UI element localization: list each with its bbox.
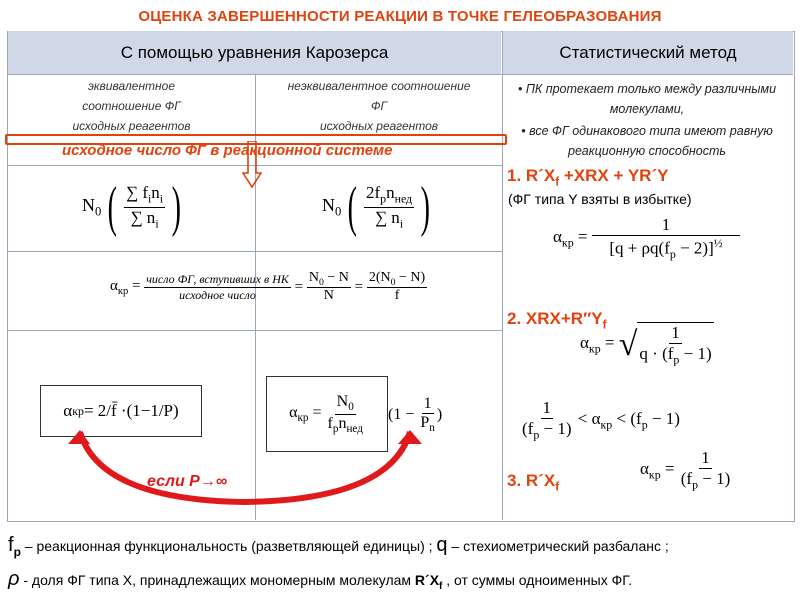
header-statistical <box>503 31 793 74</box>
down-arrow-icon <box>242 141 262 189</box>
alpha-nonequiv-box: $\alpha_{кр}$ = $\frac{N_0}{f_pn_{нед}}$ <box>266 376 388 452</box>
alpha-definition-formula: $\alpha_{кр}$ = $\frac{\text{число ФГ, вступивших в НК}}{\text{исходное число}}$ = $\frac{N_0 - N}{N}$ = $\frac{2(N_0 - N)}{f}$ <box>110 269 426 304</box>
footer-text: , от суммы одноименных ФГ. <box>442 572 633 588</box>
header-carothers-label: С помощью уравнения Карозерса <box>120 42 389 62</box>
case3-heading <box>507 471 559 493</box>
divider <box>7 251 502 252</box>
page-title: ОЦЕНКА ЗАВЕРШЕННОСТИ РЕАКЦИИ В ТОЧКЕ ГЕЛЕОБРАЗОВАНИЯ <box>138 8 662 25</box>
case2-prefix: 2. <box>507 309 526 328</box>
stat-bullet: • все ФГ одинакового типа имеют равную реакционную способность <box>521 124 773 158</box>
if-p-infinity-label: если P→∞ <box>147 473 228 490</box>
footer-molecule <box>414 572 443 592</box>
divider <box>502 31 503 520</box>
case1-heading <box>507 166 668 188</box>
alpha-num-text: число ФГ, вступивших в НК <box>146 271 289 286</box>
footer-line-1 <box>8 534 669 559</box>
divider <box>7 74 793 75</box>
case1-note: (ФГ типа Y взяты в избытке) <box>508 191 692 207</box>
case3-sub: f <box>555 479 560 494</box>
fp-sub: p <box>13 545 21 559</box>
n0-nonequiv-formula: $N_0$ ( $\frac{2f_pn_{нед}}{\sum n_i}$ ) <box>322 176 431 238</box>
case2-sub: f <box>602 317 607 332</box>
footer-text: - доля ФГ типа X, принадлежащих мономерным молекулам <box>19 572 415 588</box>
footer-mol-sub: f <box>439 580 443 592</box>
nonequiv-line: ФГ <box>370 99 388 113</box>
equiv-line: эквивалентное <box>87 79 176 93</box>
nonequiv-line: неэквивалентное соотношение <box>287 79 471 93</box>
alpha-equiv-box: α кр = 2/f̄ ·(1−1/P) <box>40 385 202 437</box>
case1-mol: R´X <box>525 166 556 185</box>
case1-prefix: 1. <box>507 166 526 185</box>
case1-formula: $\alpha_{кр}$ = $\frac{1}{[q + \rho q(f_p - 2)]^{\frac{1}{2}}}$ <box>553 215 740 262</box>
case3-prefix: 3. <box>507 471 526 490</box>
stat-bullets <box>506 79 788 161</box>
alpha-den-text: исходное число <box>179 287 256 302</box>
footer-text: – реакционная функциональность (разветвляющей единицы) ; <box>20 538 437 554</box>
stat-bullet-text: все ФГ одинакового типа имеют равную реакционную способность <box>529 124 773 158</box>
n0-equiv-formula: $N_0$ ( $\frac{\sum f_in_i}{\sum n_i}$ ) <box>82 176 182 238</box>
curved-arrow-icon <box>60 430 430 510</box>
case2-formula: $\alpha_{кр}$ = √ $\frac{1}{q \cdot (f_p - 1)}$ <box>580 323 712 367</box>
fp-symbol <box>8 534 21 559</box>
footer-mol: R´X <box>414 572 440 588</box>
header-carothers <box>8 31 501 74</box>
footer-text: – стехиометрический разбаланс ; <box>447 538 669 554</box>
stat-bullet: • ПК протекает только между различными молекулами, <box>517 82 777 116</box>
stat-bullet-text: ПК протекает только между различными молекулами, <box>525 82 777 116</box>
fp-sym: f <box>8 534 14 556</box>
q-symbol: q <box>436 534 448 556</box>
case2-inequality: $\frac{1}{(f_p - 1)}$ < $\alpha_{кр} < (f_p - 1)$ <box>522 398 680 442</box>
equiv-line: исходных реагентов <box>72 119 191 133</box>
case1-rest: +XRX + YR´Y <box>559 166 669 185</box>
initial-fg-label: исходное число ФГ в реакционной системе <box>62 142 393 159</box>
divider <box>7 330 502 331</box>
nonequiv-ratio-text <box>256 76 502 136</box>
case3-mol: R´X <box>525 471 556 490</box>
equiv-line: соотношение ФГ <box>82 99 181 113</box>
equiv-ratio-text <box>8 76 255 136</box>
case3-formula: $\alpha_{кр}$ = $\frac{1}{(f_p - 1)}$ <box>640 448 731 492</box>
footer-line-2 <box>8 568 632 592</box>
case1-sub: f <box>555 174 560 189</box>
header-statistical-label: Статистический метод <box>559 42 737 62</box>
nonequiv-line: исходных реагентов <box>319 119 439 133</box>
case2-mol: XRX+R″Y <box>525 309 603 328</box>
rho-symbol: ρ <box>8 568 20 590</box>
alpha-nonequiv-tail: (1 − $\frac{1}{P_n}$ ) <box>388 395 443 435</box>
